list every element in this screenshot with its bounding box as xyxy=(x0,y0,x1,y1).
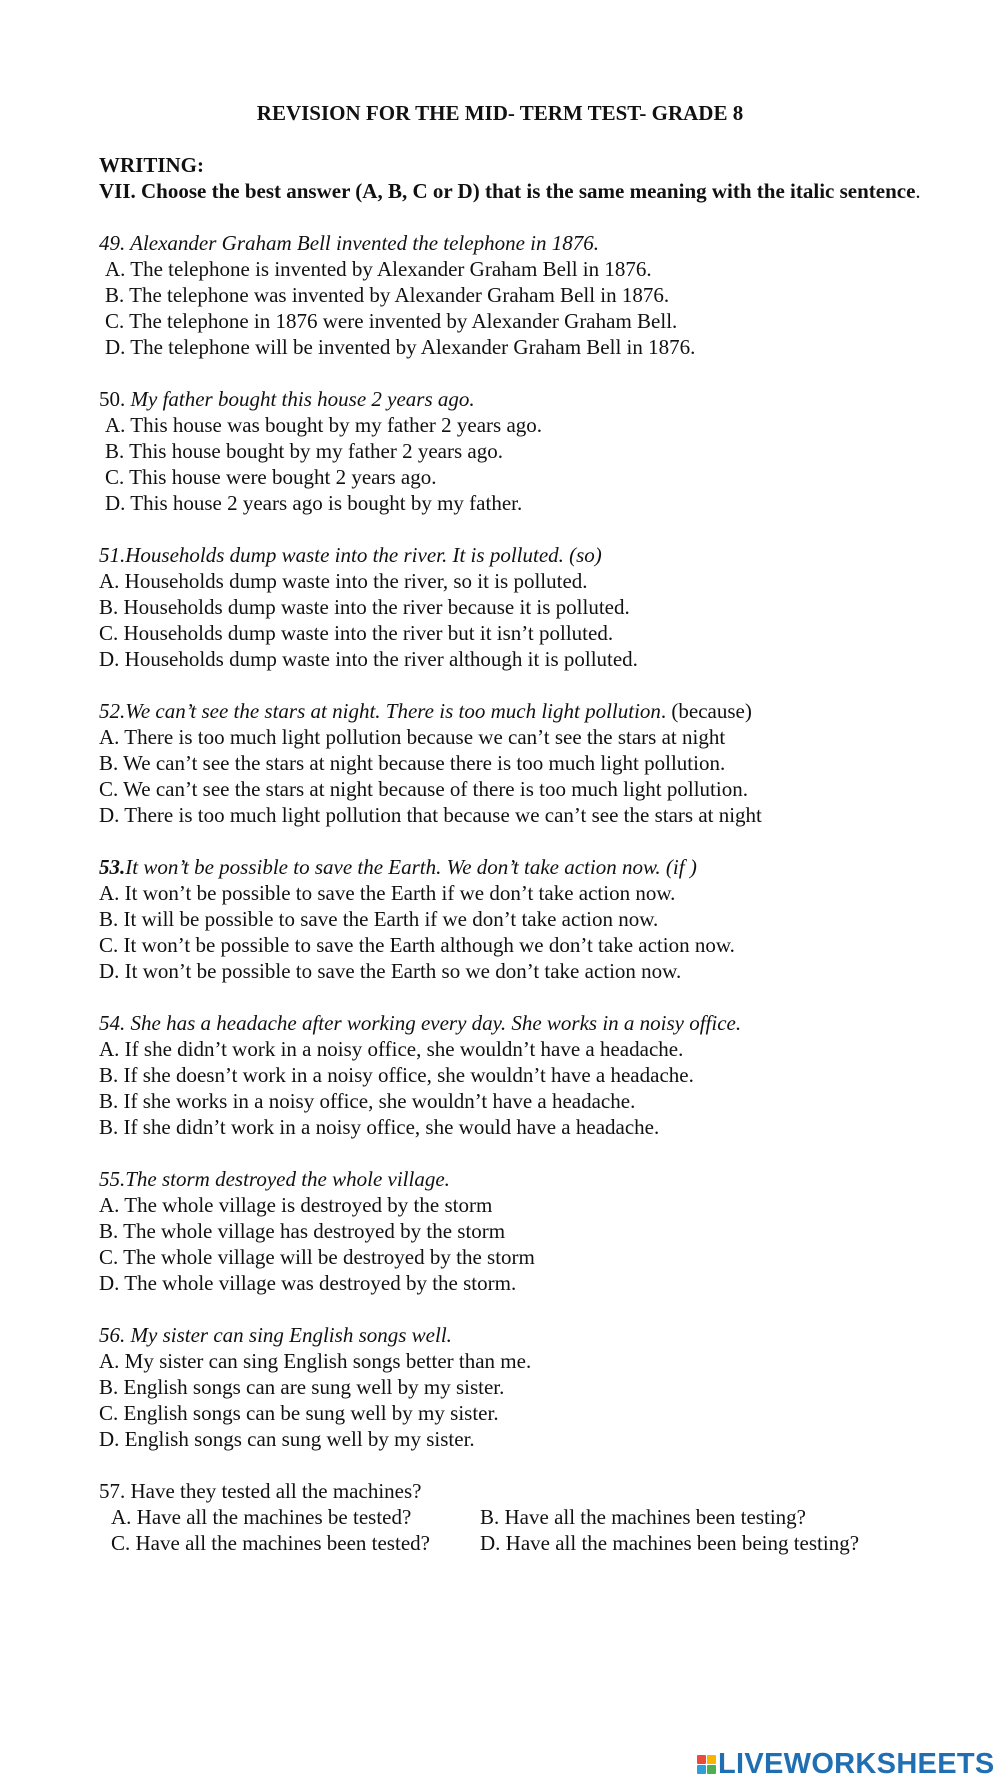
option-a: A. There is too much light pollution because we can’t see the stars at night xyxy=(99,725,726,749)
question-55 xyxy=(99,1166,939,1296)
question-50 xyxy=(99,386,939,516)
option-d: D. It won’t be possible to save the Earth so we don’t take action now. xyxy=(99,959,682,983)
question-prompt: 49. Alexander Graham Bell invented the telephone in 1876. xyxy=(99,231,599,255)
question-prompt-line xyxy=(99,854,939,880)
option-a: A. If she didn’t work in a noisy office, she wouldn’t have a headache. xyxy=(99,1037,684,1061)
page-title: REVISION FOR THE MID- TERM TEST- GRADE 8 xyxy=(256,101,744,125)
option-a: A. The whole village is destroyed by the storm xyxy=(99,1193,493,1217)
question-number: 50. xyxy=(99,387,131,411)
option-d: D. English songs can sung well by my sister. xyxy=(99,1427,475,1451)
logo-square xyxy=(707,1765,716,1774)
instruction xyxy=(99,178,939,204)
options-grid xyxy=(99,1504,939,1556)
logo-square xyxy=(707,1755,716,1764)
option-d: D. There is too much light pollution that because we can’t see the stars at night xyxy=(99,803,762,827)
option-d: D. This house 2 years ago is bought by my father. xyxy=(105,491,523,515)
logo-square xyxy=(697,1755,706,1764)
option-c: C. We can’t see the stars at night because of there is too much light pollution. xyxy=(99,777,748,801)
question-49 xyxy=(99,230,939,360)
option-b: B. We can’t see the stars at night because there is too much light pollution. xyxy=(99,751,726,775)
option-c: C. The whole village will be destroyed by the storm xyxy=(99,1245,535,1269)
option-c: C. Households dump waste into the river but it isn’t polluted. xyxy=(99,621,614,645)
question-prompt: 54. She has a headache after working every day. She works in a noisy office. xyxy=(99,1011,742,1035)
question-prompt: 55.The storm destroyed the whole village. xyxy=(99,1167,450,1191)
logo-square xyxy=(697,1765,706,1774)
option-b: B. The telephone was invented by Alexander Graham Bell in 1876. xyxy=(105,283,670,307)
instruction-tail: . xyxy=(915,179,921,203)
option-a: A. My sister can sing English songs better than me. xyxy=(99,1349,532,1373)
question-prompt-line xyxy=(99,698,939,724)
option-b: B. If she works in a noisy office, she wouldn’t have a headache. xyxy=(99,1089,636,1113)
option-b: B. The whole village has destroyed by the storm xyxy=(99,1219,506,1243)
option-a: A. It won’t be possible to save the Earth if we don’t take action now. xyxy=(99,881,676,905)
option-c: C. This house were bought 2 years ago. xyxy=(105,465,437,489)
option-a: A. Households dump waste into the river, so it is polluted. xyxy=(99,569,588,593)
option-b: B. It will be possible to save the Earth if we don’t take action now. xyxy=(99,907,659,931)
option-b: B. Households dump waste into the river because it is polluted. xyxy=(99,595,630,619)
option-c: C. It won’t be possible to save the Earth although we don’t take action now. xyxy=(99,933,735,957)
option-d: D. The telephone will be invented by Alexander Graham Bell in 1876. xyxy=(105,335,696,359)
liveworksheets-logo[interactable] xyxy=(697,1749,995,1779)
question-prompt: 52.We can’t see the stars at night. There is too much light pollution xyxy=(99,699,661,723)
question-54 xyxy=(99,1010,939,1140)
option-a: A. Have all the machines be tested? xyxy=(111,1505,412,1529)
option-b: B. If she doesn’t work in a noisy office, she wouldn’t have a headache. xyxy=(99,1063,694,1087)
option-b: B. Have all the machines been testing? xyxy=(480,1505,806,1529)
option-d: D. Households dump waste into the river although it is polluted. xyxy=(99,647,638,671)
question-51 xyxy=(99,542,939,672)
question-prompt-line xyxy=(99,386,939,412)
option-a: A. This house was bought by my father 2 years ago. xyxy=(105,413,543,437)
question-56 xyxy=(99,1322,939,1452)
worksheet-content xyxy=(99,152,939,1582)
question-prompt: 57. Have they tested all the machines? xyxy=(99,1479,422,1503)
question-57 xyxy=(99,1478,939,1556)
option-b: B. English songs can are sung well by my sister. xyxy=(99,1375,505,1399)
option-c: C. The telephone in 1876 were invented by Alexander Graham Bell. xyxy=(105,309,678,333)
question-prompt: 56. My sister can sing English songs well. xyxy=(99,1323,452,1347)
logo-text: LIVEWORKSHEETS xyxy=(718,1748,995,1780)
question-prompt: 51.Households dump waste into the river. It is polluted. (so) xyxy=(99,543,602,567)
question-53 xyxy=(99,854,939,984)
option-d: D. The whole village was destroyed by the storm. xyxy=(99,1271,517,1295)
question-number: 53. xyxy=(99,855,126,879)
section-heading: WRITING: xyxy=(99,153,205,177)
question-52 xyxy=(99,698,939,828)
option-b: B. This house bought by my father 2 years ago. xyxy=(105,439,503,463)
question-prompt: It won’t be possible to save the Earth. We don’t take action now. (if ) xyxy=(125,855,697,879)
option-c: C. English songs can be sung well by my sister. xyxy=(99,1401,499,1425)
question-prompt: My father bought this house 2 years ago. xyxy=(130,387,475,411)
option-c: C. Have all the machines been tested? xyxy=(111,1531,430,1555)
option-d: D. Have all the machines been being testing? xyxy=(480,1531,860,1555)
logo-icon xyxy=(697,1755,716,1774)
instruction-text: VII. Choose the best answer (A, B, C or D) that is the same meaning with the italic sentence xyxy=(99,179,916,203)
question-hint: . (because) xyxy=(660,699,752,723)
option-a: A. The telephone is invented by Alexander Graham Bell in 1876. xyxy=(105,257,652,281)
option-b: B. If she didn’t work in a noisy office, she would have a headache. xyxy=(99,1115,660,1139)
